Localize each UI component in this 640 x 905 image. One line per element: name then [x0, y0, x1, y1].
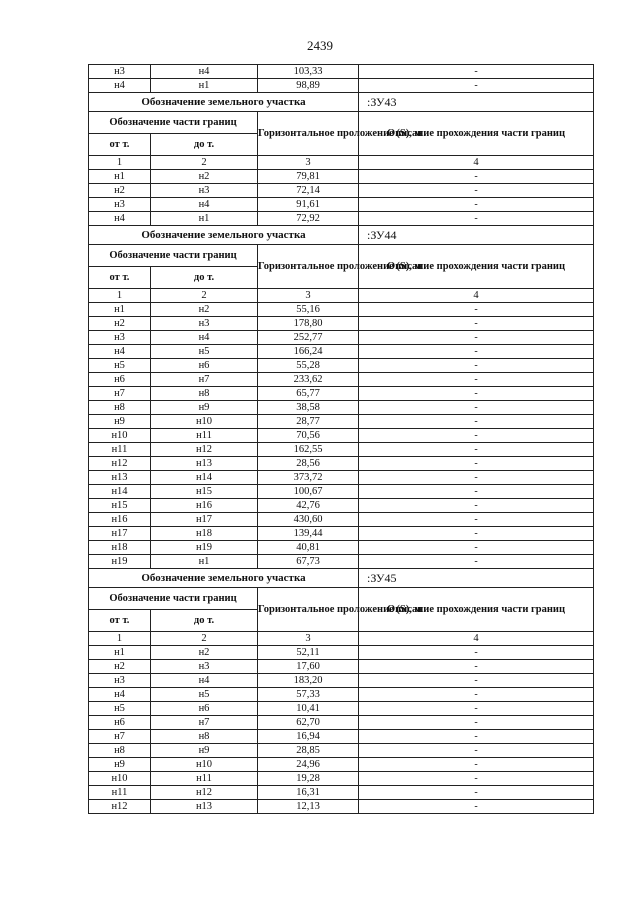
description-cell: - — [359, 331, 594, 345]
table-row — [89, 184, 594, 198]
length-cell: 139,44 — [258, 527, 359, 541]
from-point-cell: н7 — [89, 387, 151, 401]
table-row — [89, 688, 594, 702]
description-cell: - — [359, 345, 594, 359]
to-point-cell: н5 — [151, 688, 258, 702]
column-number-row — [89, 289, 594, 303]
description-cell: - — [359, 702, 594, 716]
to-point-cell: н17 — [151, 513, 258, 527]
table-row — [89, 716, 594, 730]
table-row — [89, 79, 594, 93]
from-point-cell: н10 — [89, 772, 151, 786]
table-row — [89, 303, 594, 317]
table-row — [89, 744, 594, 758]
boundary-part-header: Обозначение части границ — [89, 588, 258, 610]
table-row — [89, 800, 594, 814]
length-cell: 28,85 — [258, 744, 359, 758]
column-header-row — [89, 112, 594, 134]
table-row — [89, 485, 594, 499]
from-point-cell: н5 — [89, 359, 151, 373]
to-point-cell: н18 — [151, 527, 258, 541]
from-point-cell: н1 — [89, 303, 151, 317]
from-point-cell: н18 — [89, 541, 151, 555]
description-cell: - — [359, 485, 594, 499]
description-cell: - — [359, 758, 594, 772]
from-point-cell: н16 — [89, 513, 151, 527]
horizontal-length-header: Горизонтальное проложение (S), м — [258, 245, 359, 289]
length-cell: 16,94 — [258, 730, 359, 744]
from-point-cell: н8 — [89, 744, 151, 758]
description-cell: - — [359, 317, 594, 331]
table-row — [89, 331, 594, 345]
from-point-cell: н12 — [89, 457, 151, 471]
column-number-3: 3 — [258, 289, 359, 303]
parcel-name: :ЗУ43 — [359, 93, 594, 112]
from-point-cell: н2 — [89, 660, 151, 674]
boundary-part-header: Обозначение части границ — [89, 245, 258, 267]
table-row — [89, 415, 594, 429]
to-point-cell: н12 — [151, 443, 258, 457]
description-cell: - — [359, 303, 594, 317]
to-point-cell: н7 — [151, 716, 258, 730]
description-cell: - — [359, 359, 594, 373]
column-number-3: 3 — [258, 156, 359, 170]
description-cell: - — [359, 65, 594, 79]
length-cell: 373,72 — [258, 471, 359, 485]
table-row — [89, 443, 594, 457]
table-row — [89, 387, 594, 401]
table-row — [89, 471, 594, 485]
parcel-name: :ЗУ44 — [359, 226, 594, 245]
length-cell: 10,41 — [258, 702, 359, 716]
table-row — [89, 65, 594, 79]
column-number-1: 1 — [89, 289, 151, 303]
to-point-cell: н13 — [151, 800, 258, 814]
from-point-cell: н2 — [89, 317, 151, 331]
table-row — [89, 702, 594, 716]
from-point-cell: н1 — [89, 646, 151, 660]
table-row — [89, 198, 594, 212]
description-cell: - — [359, 674, 594, 688]
column-number-2: 2 — [151, 632, 258, 646]
to-point-cell: н19 — [151, 541, 258, 555]
parcel-label: Обозначение земельного участка — [89, 569, 359, 588]
to-point-cell: н3 — [151, 317, 258, 331]
to-point-cell: н9 — [151, 401, 258, 415]
description-cell: - — [359, 79, 594, 93]
length-cell: 233,62 — [258, 373, 359, 387]
length-cell: 12,13 — [258, 800, 359, 814]
length-cell: 72,92 — [258, 212, 359, 226]
parcel-title-row — [89, 226, 594, 245]
to-point-cell: н1 — [151, 79, 258, 93]
column-number-4: 4 — [359, 632, 594, 646]
parcel-label: Обозначение земельного участка — [89, 226, 359, 245]
description-cell: - — [359, 716, 594, 730]
length-cell: 19,28 — [258, 772, 359, 786]
parcel-label: Обозначение земельного участка — [89, 93, 359, 112]
length-cell: 62,70 — [258, 716, 359, 730]
length-cell: 42,76 — [258, 499, 359, 513]
description-cell: - — [359, 443, 594, 457]
to-point-cell: н2 — [151, 646, 258, 660]
from-point-cell: н10 — [89, 429, 151, 443]
table-row — [89, 730, 594, 744]
description-header: Описание прохождения части границ — [359, 245, 594, 289]
table-row — [89, 401, 594, 415]
from-header: от т. — [89, 267, 151, 289]
from-point-cell: н4 — [89, 79, 151, 93]
table-row — [89, 373, 594, 387]
from-point-cell: н13 — [89, 471, 151, 485]
length-cell: 65,77 — [258, 387, 359, 401]
from-point-cell: н2 — [89, 184, 151, 198]
to-point-cell: н3 — [151, 660, 258, 674]
column-number-row — [89, 156, 594, 170]
parcel-title-row — [89, 93, 594, 112]
from-point-cell: н11 — [89, 786, 151, 800]
description-cell: - — [359, 786, 594, 800]
horizontal-length-header: Горизонтальное проложение (S), м — [258, 588, 359, 632]
from-point-cell: н6 — [89, 373, 151, 387]
from-header: от т. — [89, 134, 151, 156]
description-header: Описание прохождения части границ — [359, 588, 594, 632]
length-cell: 55,28 — [258, 359, 359, 373]
to-point-cell: н10 — [151, 415, 258, 429]
to-point-cell: н2 — [151, 303, 258, 317]
to-point-cell: н4 — [151, 674, 258, 688]
from-point-cell: н6 — [89, 716, 151, 730]
description-header: Описание прохождения части границ — [359, 112, 594, 156]
from-point-cell: н19 — [89, 555, 151, 569]
description-cell: - — [359, 772, 594, 786]
length-cell: 40,81 — [258, 541, 359, 555]
to-point-cell: н1 — [151, 212, 258, 226]
from-point-cell: н9 — [89, 758, 151, 772]
description-cell: - — [359, 688, 594, 702]
to-header: до т. — [151, 610, 258, 632]
length-cell: 16,31 — [258, 786, 359, 800]
column-number-2: 2 — [151, 156, 258, 170]
description-cell: - — [359, 800, 594, 814]
table-row — [89, 786, 594, 800]
from-point-cell: н11 — [89, 443, 151, 457]
length-cell: 17,60 — [258, 660, 359, 674]
to-point-cell: н14 — [151, 471, 258, 485]
description-cell: - — [359, 541, 594, 555]
boundary-table — [88, 64, 594, 814]
from-point-cell: н3 — [89, 674, 151, 688]
length-cell: 67,73 — [258, 555, 359, 569]
length-cell: 79,81 — [258, 170, 359, 184]
length-cell: 55,16 — [258, 303, 359, 317]
length-cell: 28,77 — [258, 415, 359, 429]
to-header: до т. — [151, 267, 258, 289]
description-cell: - — [359, 513, 594, 527]
length-cell: 52,11 — [258, 646, 359, 660]
table-body — [89, 65, 594, 814]
length-cell: 100,67 — [258, 485, 359, 499]
length-cell: 38,58 — [258, 401, 359, 415]
from-point-cell: н17 — [89, 527, 151, 541]
description-cell: - — [359, 184, 594, 198]
description-cell: - — [359, 527, 594, 541]
column-number-4: 4 — [359, 289, 594, 303]
column-number-1: 1 — [89, 632, 151, 646]
table-row — [89, 772, 594, 786]
table-row — [89, 317, 594, 331]
to-point-cell: н4 — [151, 198, 258, 212]
to-point-cell: н10 — [151, 758, 258, 772]
length-cell: 98,89 — [258, 79, 359, 93]
to-point-cell: н6 — [151, 702, 258, 716]
column-number-row — [89, 632, 594, 646]
length-cell: 252,77 — [258, 331, 359, 345]
from-point-cell: н3 — [89, 65, 151, 79]
table-row — [89, 345, 594, 359]
table-row — [89, 646, 594, 660]
to-point-cell: н11 — [151, 772, 258, 786]
description-cell: - — [359, 401, 594, 415]
from-point-cell: н4 — [89, 345, 151, 359]
description-cell: - — [359, 198, 594, 212]
table-row — [89, 758, 594, 772]
column-number-4: 4 — [359, 156, 594, 170]
description-cell: - — [359, 744, 594, 758]
length-cell: 166,24 — [258, 345, 359, 359]
length-cell: 430,60 — [258, 513, 359, 527]
from-point-cell: н4 — [89, 688, 151, 702]
column-header-row — [89, 588, 594, 610]
from-point-cell: н12 — [89, 800, 151, 814]
to-point-cell: н15 — [151, 485, 258, 499]
to-point-cell: н5 — [151, 345, 258, 359]
table-row — [89, 660, 594, 674]
from-point-cell: н1 — [89, 170, 151, 184]
to-point-cell: н16 — [151, 499, 258, 513]
from-point-cell: н5 — [89, 702, 151, 716]
from-point-cell: н7 — [89, 730, 151, 744]
from-point-cell: н4 — [89, 212, 151, 226]
to-point-cell: н2 — [151, 170, 258, 184]
description-cell: - — [359, 415, 594, 429]
boundary-part-header: Обозначение части границ — [89, 112, 258, 134]
to-point-cell: н1 — [151, 555, 258, 569]
description-cell: - — [359, 429, 594, 443]
column-header-row — [89, 245, 594, 267]
to-point-cell: н4 — [151, 65, 258, 79]
description-cell: - — [359, 471, 594, 485]
length-cell: 28,56 — [258, 457, 359, 471]
description-cell: - — [359, 373, 594, 387]
table-row — [89, 429, 594, 443]
from-point-cell: н15 — [89, 499, 151, 513]
table-row — [89, 513, 594, 527]
column-number-1: 1 — [89, 156, 151, 170]
length-cell: 57,33 — [258, 688, 359, 702]
to-point-cell: н12 — [151, 786, 258, 800]
to-point-cell: н4 — [151, 331, 258, 345]
length-cell: 72,14 — [258, 184, 359, 198]
from-point-cell: н8 — [89, 401, 151, 415]
from-header: от т. — [89, 610, 151, 632]
to-header: до т. — [151, 134, 258, 156]
column-number-3: 3 — [258, 632, 359, 646]
to-point-cell: н6 — [151, 359, 258, 373]
length-cell: 91,61 — [258, 198, 359, 212]
to-point-cell: н8 — [151, 387, 258, 401]
table-row — [89, 170, 594, 184]
parcel-title-row — [89, 569, 594, 588]
to-point-cell: н9 — [151, 744, 258, 758]
parcel-name: :ЗУ45 — [359, 569, 594, 588]
table-row — [89, 499, 594, 513]
description-cell: - — [359, 660, 594, 674]
description-cell: - — [359, 499, 594, 513]
length-cell: 183,20 — [258, 674, 359, 688]
to-point-cell: н11 — [151, 429, 258, 443]
page-number: 2439 — [307, 38, 333, 53]
description-cell: - — [359, 457, 594, 471]
from-point-cell: н14 — [89, 485, 151, 499]
table-row — [89, 674, 594, 688]
to-point-cell: н7 — [151, 373, 258, 387]
description-cell: - — [359, 646, 594, 660]
description-cell: - — [359, 555, 594, 569]
table-row — [89, 359, 594, 373]
length-cell: 103,33 — [258, 65, 359, 79]
length-cell: 162,55 — [258, 443, 359, 457]
description-cell: - — [359, 212, 594, 226]
column-number-2: 2 — [151, 289, 258, 303]
to-point-cell: н8 — [151, 730, 258, 744]
table-row — [89, 212, 594, 226]
table-row — [89, 541, 594, 555]
length-cell: 178,80 — [258, 317, 359, 331]
description-cell: - — [359, 387, 594, 401]
length-cell: 70,56 — [258, 429, 359, 443]
to-point-cell: н3 — [151, 184, 258, 198]
from-point-cell: н3 — [89, 198, 151, 212]
horizontal-length-header: Горизонтальное проложение (S), м — [258, 112, 359, 156]
from-point-cell: н9 — [89, 415, 151, 429]
from-point-cell: н3 — [89, 331, 151, 345]
table-row — [89, 555, 594, 569]
table-row — [89, 527, 594, 541]
length-cell: 24,96 — [258, 758, 359, 772]
to-point-cell: н13 — [151, 457, 258, 471]
table-row — [89, 457, 594, 471]
description-cell: - — [359, 170, 594, 184]
description-cell: - — [359, 730, 594, 744]
